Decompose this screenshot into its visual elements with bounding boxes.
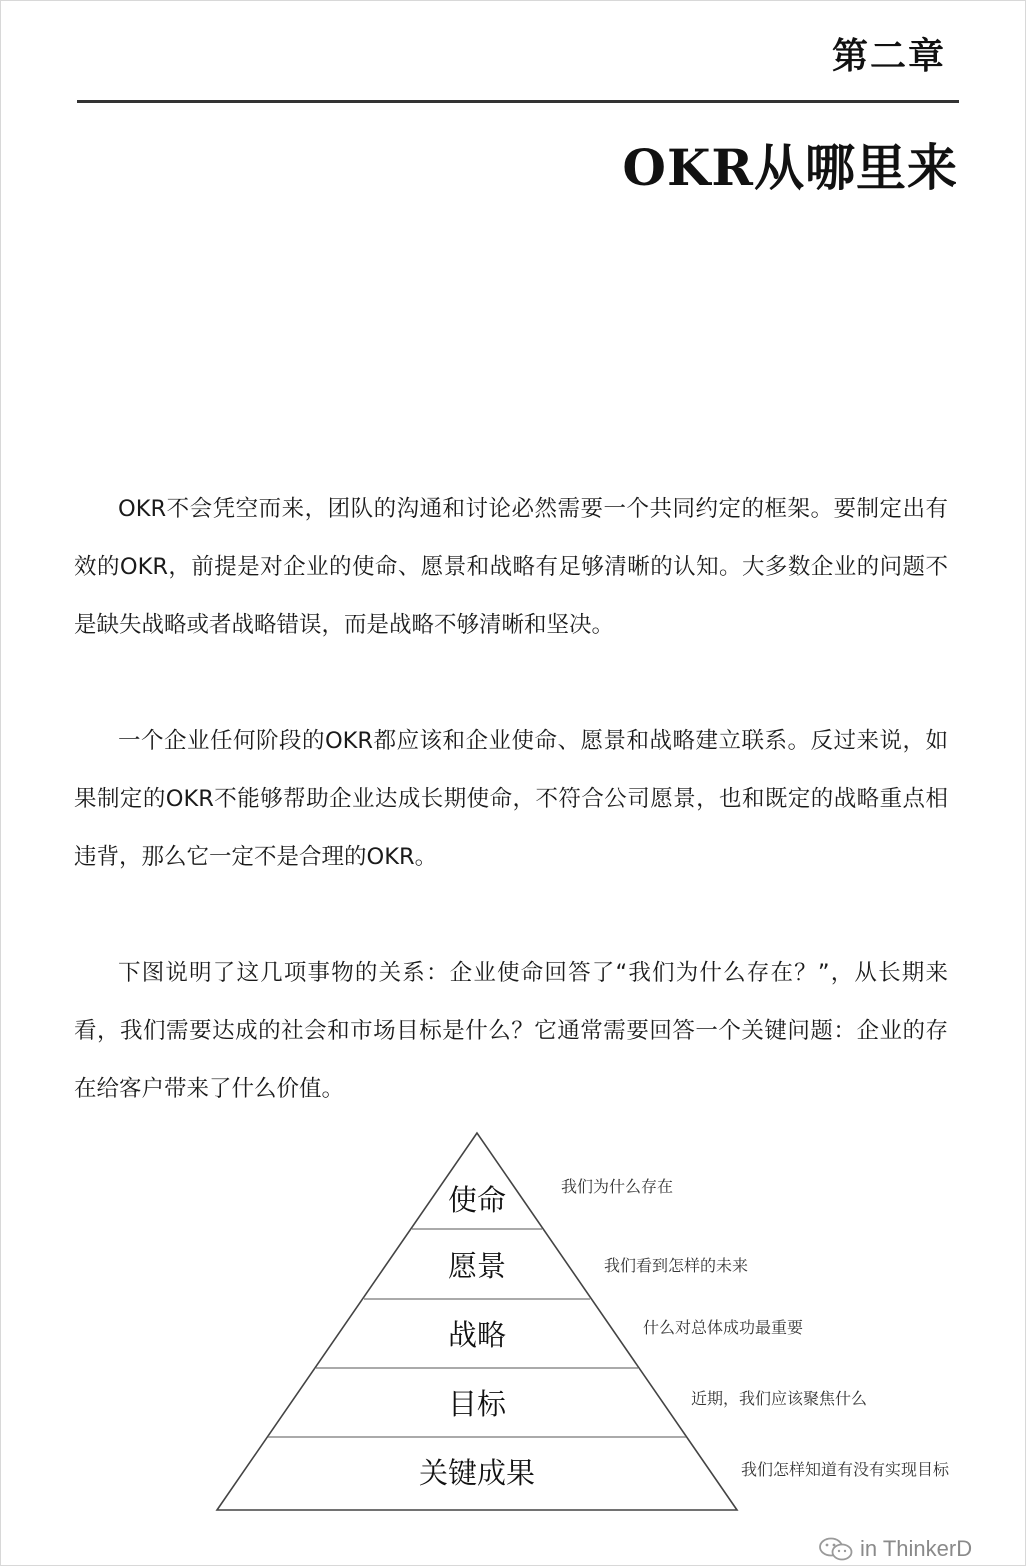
level-desc-objective: 近期，我们应该聚焦什么	[691, 1389, 868, 1408]
chapter-label: 第二章	[831, 35, 946, 77]
level-label-key-results: 关键成果	[418, 1456, 536, 1490]
watermark	[818, 1536, 972, 1562]
watermark-text: in ThinkerD	[860, 1536, 973, 1561]
level-label-vision: 愿景	[447, 1249, 507, 1283]
chapter-title: OKR从哪里来	[622, 138, 958, 197]
paragraph-3: 下图说明了这几项事物的关系：企业使命回答了“我们为什么存在？”，从长期来看，我们需要达成的社会和市场目标是什么？它通常需要回答一个关键问题：企业的存在给客户带来了什么价值。	[74, 960, 948, 1102]
level-desc-mission: 我们为什么存在	[561, 1177, 674, 1196]
level-desc-key-results: 我们怎样知道有没有实现目标	[741, 1460, 950, 1479]
level-label-objective: 目标	[447, 1387, 507, 1421]
level-desc-strategy: 什么对总体成功最重要	[643, 1318, 804, 1337]
level-label-mission: 使命	[447, 1183, 507, 1217]
paragraph-1: OKR不会凭空而来，团队的沟通和讨论必然需要一个共同约定的框架。要制定出有效的OKR，前提是对企业的使命、愿景和战略有足够清晰的认知。大多数企业的问题不是缺失战略或者战略错误，而是战略不够清晰和坚决。	[74, 496, 948, 638]
wechat-icon	[818, 1537, 854, 1561]
paragraph-2: 一个企业任何阶段的OKR都应该和企业使命、愿景和战略建立联系。反过来说，如果制定的OKR不能够帮助企业达成长期使命，不符合公司愿景，也和既定的战略重点相违背，那么它一定不是合理的OKR。	[74, 728, 948, 870]
level-desc-vision: 我们看到怎样的未来	[604, 1256, 749, 1275]
level-label-strategy: 战略	[447, 1318, 507, 1352]
